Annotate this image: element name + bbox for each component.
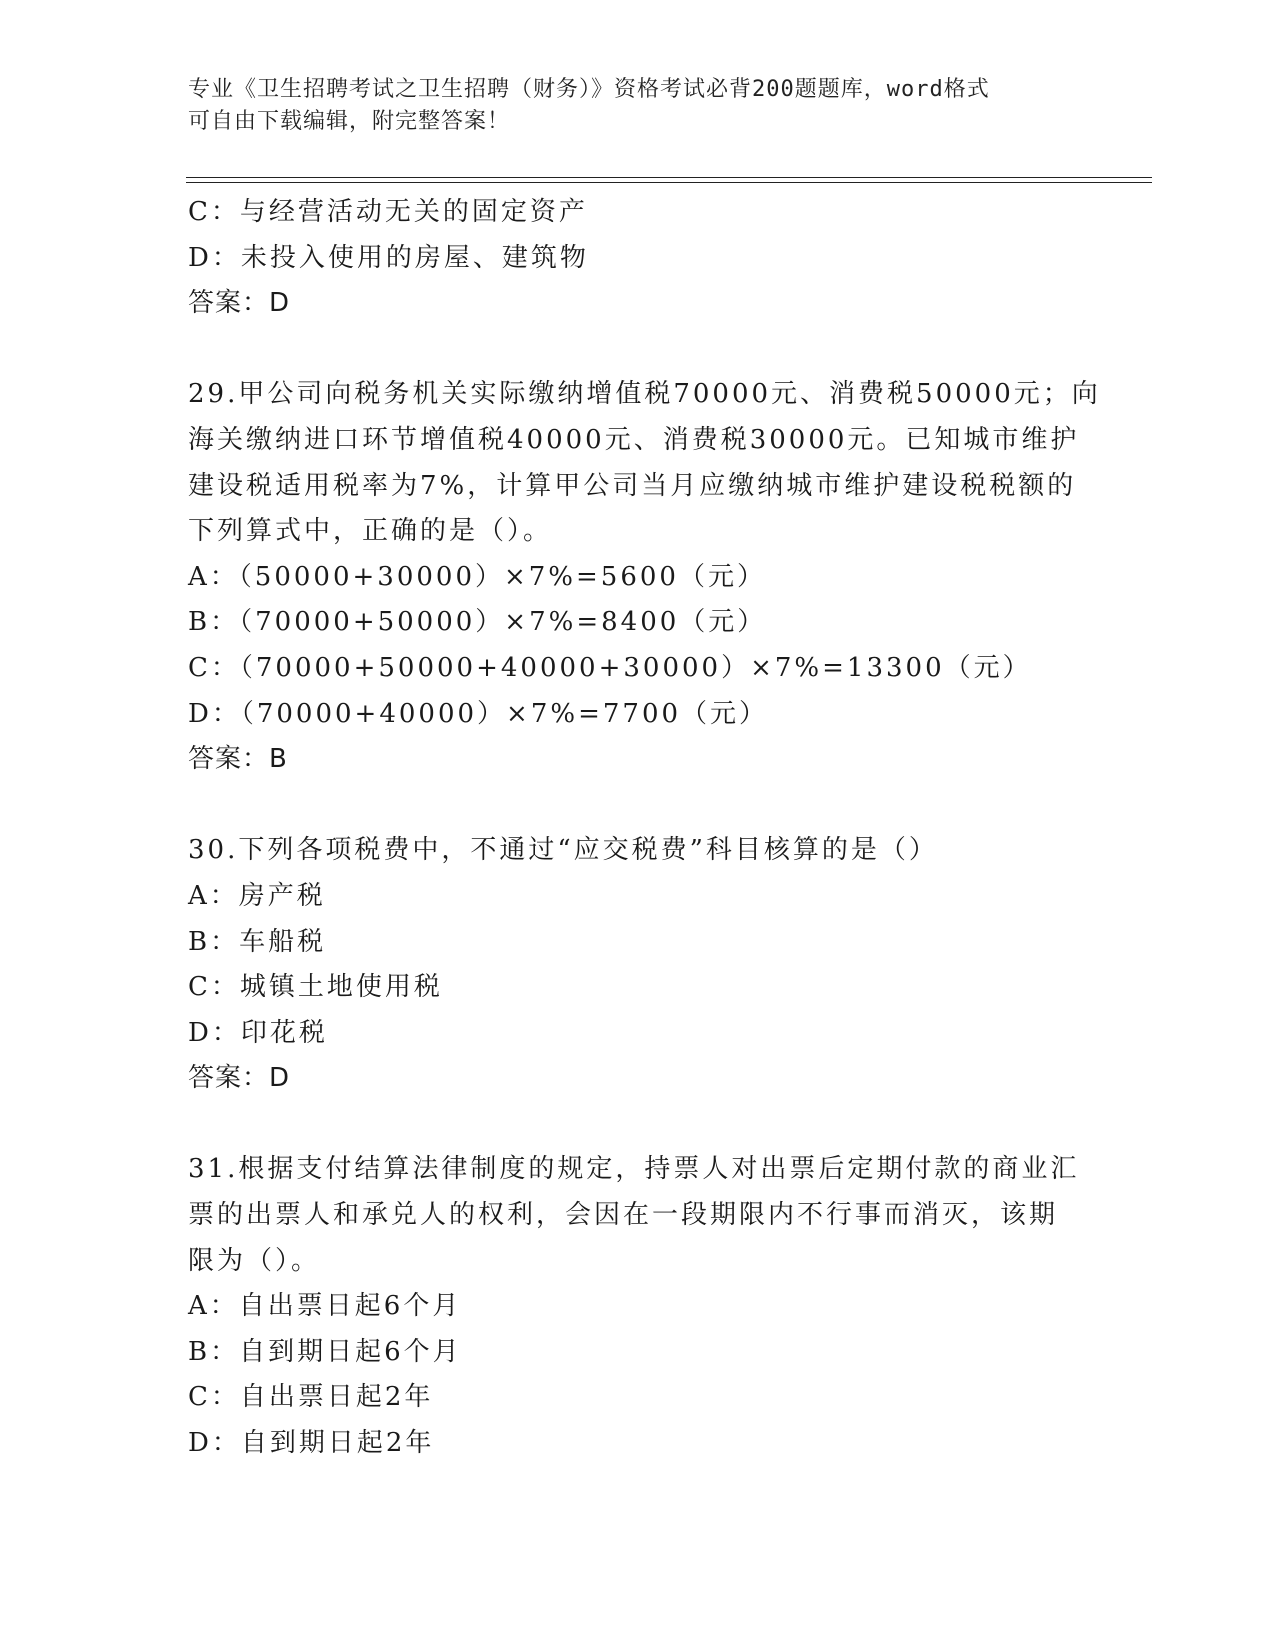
question-stem-line: 建设税适用税率为7%，计算甲公司当月应缴纳城市维护建设税税额的: [188, 470, 1077, 501]
question-stem-line: 29.甲公司向税务机关实际缴纳增值税70000元、消费税50000元；向: [188, 379, 1101, 410]
page-header: [188, 74, 1068, 138]
question-content: [188, 190, 1101, 1467]
question-stem-line: 海关缴纳进口环节增值税40000元、消费税30000元。已知城市维护: [188, 424, 1080, 455]
question-stem-line: 票的出票人和承兑人的权利，会因在一段期限内不行事而消灭，该期: [188, 1200, 1059, 1231]
option-a: A：房产税: [188, 880, 326, 911]
option-b: B：（70000+50000）×7%=8400（元）: [188, 607, 767, 638]
question-stem-line: 下列算式中，正确的是（）。: [188, 516, 553, 547]
answer-line: 答案：D: [188, 1063, 291, 1094]
question-stem-line: 30.下列各项税费中，不通过“应交税费”科目核算的是（）: [188, 835, 938, 866]
option-d: D：印花税: [188, 1017, 328, 1048]
option-c: C：（70000+50000+40000+30000）×7%=13300（元）: [188, 652, 1032, 683]
header-divider-top: [186, 177, 1152, 178]
answer-line: 答案：D: [188, 288, 291, 319]
spacer: [188, 327, 1088, 373]
header-title-line-1: 专业《卫生招聘考试之卫生招聘（财务）》资格考试必背200题题库，word格式: [188, 77, 990, 102]
header-divider-bottom: [186, 182, 1152, 183]
option-d: D：未投入使用的房屋、建筑物: [188, 242, 589, 273]
question-stem-line: 限为（）。: [188, 1245, 321, 1276]
answer-line: 答案：B: [188, 744, 288, 775]
option-b: B：车船税: [188, 926, 327, 957]
option-a: A：自出票日起6个月: [188, 1291, 462, 1322]
option-a: A：（50000+30000）×7%=5600（元）: [188, 561, 766, 592]
header-title-line-2: 可自由下载编辑，附完整答案！: [188, 109, 511, 134]
option-c: C：与经营活动无关的固定资产: [188, 197, 588, 227]
option-c: C：城镇土地使用税: [188, 972, 443, 1003]
option-d: D：（70000+40000）×7%=7700（元）: [188, 698, 769, 729]
question-28-continuation: [188, 190, 1088, 327]
question-29: [188, 372, 1101, 782]
spacer: [188, 783, 1088, 829]
question-stem-line: 31.根据支付结算法律制度的规定，持票人对出票后定期付款的商业汇: [188, 1154, 1080, 1185]
option-c: C：自出票日起2年: [188, 1382, 434, 1413]
question-30: [188, 828, 1088, 1102]
question-31: [188, 1147, 1088, 1466]
option-d: D：自到期日起2年: [188, 1428, 435, 1459]
option-b: B：自到期日起6个月: [188, 1336, 462, 1367]
spacer: [188, 1102, 1088, 1148]
